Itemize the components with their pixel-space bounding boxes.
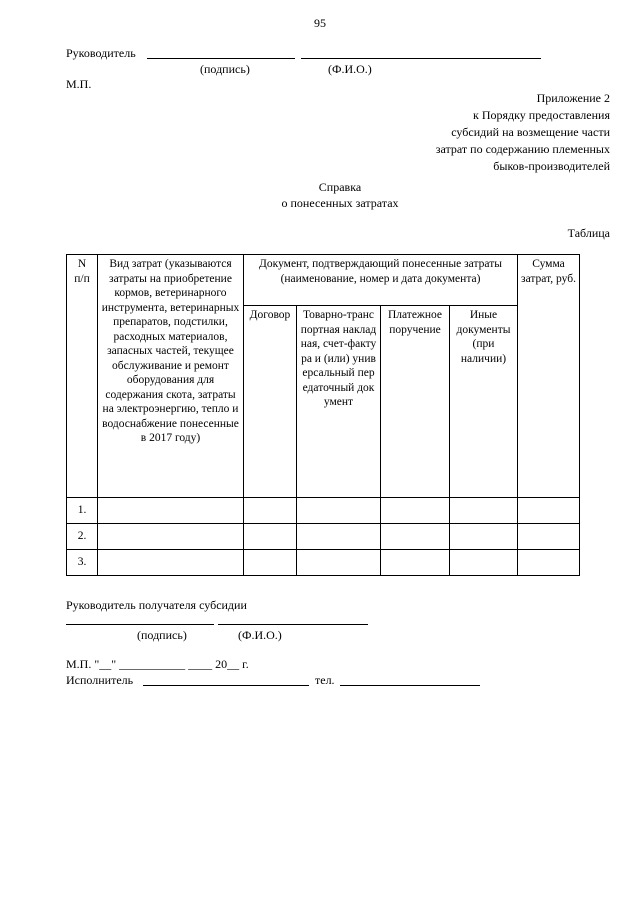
recipient-name-caption: (Ф.И.О.) <box>238 628 282 642</box>
stamp-date-line: М.П. "__" ___________ ____ 20__ г. <box>66 657 249 671</box>
row-number: 2. <box>67 524 98 550</box>
appendix-line: быков-производителей <box>493 159 610 173</box>
header-number: N п/п <box>67 255 98 498</box>
executor-label: Исполнитель <box>66 673 134 687</box>
table-cell[interactable] <box>518 524 580 550</box>
table-row <box>67 524 580 550</box>
table-cell[interactable] <box>98 498 244 524</box>
phone-label: тел. <box>315 673 335 687</box>
recipient-name-line <box>218 624 368 625</box>
manager-name-caption: (Ф.И.О.) <box>328 62 372 76</box>
table-cell[interactable] <box>518 498 580 524</box>
table-cell[interactable] <box>244 550 297 576</box>
header-document-group: Документ, подтверждающий понесенные затраты (наименование, номер и дата документа) <box>244 255 518 306</box>
table-cell[interactable] <box>450 550 518 576</box>
executor-line <box>143 685 309 686</box>
table-label: Таблица <box>567 226 610 240</box>
table-cell[interactable] <box>381 524 450 550</box>
table-cell[interactable] <box>297 550 381 576</box>
header-sum: Сумма затрат, руб. <box>518 255 580 498</box>
table-row <box>67 550 580 576</box>
manager-label: Руководитель <box>66 46 136 60</box>
table-cell[interactable] <box>381 498 450 524</box>
manager-signature-caption: (подпись) <box>200 62 250 76</box>
table-cell[interactable] <box>297 524 381 550</box>
table-cell[interactable] <box>297 498 381 524</box>
table-cell[interactable] <box>244 524 297 550</box>
expenses-table <box>66 254 580 576</box>
appendix-line: Приложение 2 <box>536 91 610 105</box>
appendix-reference <box>436 90 610 175</box>
table-row <box>67 498 580 524</box>
header-payment-order: Платежное поручение <box>381 306 450 498</box>
manager-name-line <box>301 58 541 59</box>
table-cell[interactable] <box>450 498 518 524</box>
manager-signature-line <box>147 58 295 59</box>
header-contract: Договор <box>244 306 297 498</box>
page-number: 95 <box>314 16 326 30</box>
table-cell[interactable] <box>381 550 450 576</box>
phone-line <box>340 685 480 686</box>
table-cell[interactable] <box>98 524 244 550</box>
table-cell[interactable] <box>244 498 297 524</box>
table-cell[interactable] <box>450 524 518 550</box>
recipient-signature-line <box>66 624 214 625</box>
appendix-line: субсидий на возмещение части <box>451 125 610 139</box>
recipient-signature-caption: (подпись) <box>137 628 187 642</box>
table-cell[interactable] <box>518 550 580 576</box>
document-title: Справка <box>318 180 362 194</box>
appendix-line: к Порядку предоставления <box>472 108 610 122</box>
document-subtitle: о понесенных затратах <box>281 196 399 210</box>
recipient-label: Руководитель получателя субсидии <box>66 598 247 612</box>
table-cell[interactable] <box>98 550 244 576</box>
header-expense-type: Вид затрат (указываются затраты на приобретение кормов, ветеринарного инструмента, ветеринарных препаратов, подстилки, расходных материалов, запасных частей, текущее обслуживание и ремонт оборудования для содержания скота, затраты на электроэнергию, тепло и водоснабжение понесенные в 2017 году) <box>98 255 244 498</box>
appendix-line: затрат по содержанию племенных <box>435 142 610 156</box>
stamp-label: М.П. <box>66 77 92 91</box>
row-number: 1. <box>67 498 98 524</box>
header-waybill: Товарно-транспортная накладная, счет-фактура и (или) универсальный передаточный документ <box>297 306 381 498</box>
row-number: 3. <box>67 550 98 576</box>
header-other-documents: Иные документы (при наличии) <box>450 306 518 498</box>
